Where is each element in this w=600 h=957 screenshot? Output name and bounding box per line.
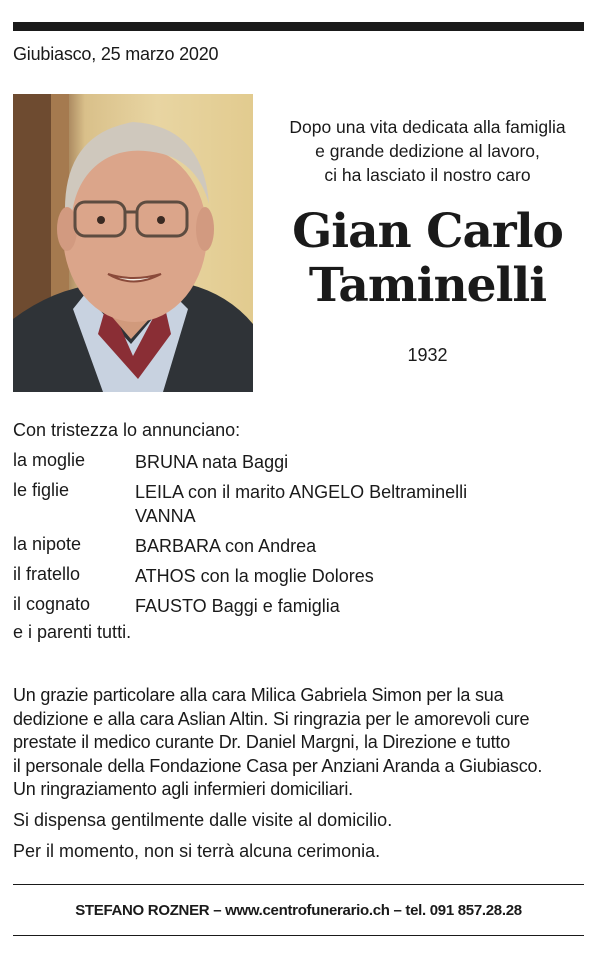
birth-year: 1932 [407,345,448,365]
family-name: BRUNA nata Baggi [135,452,289,472]
thanks-line: Un grazie particolare alla cara Milica Gabriela Simon per la sua [13,685,504,705]
family-row [13,594,593,624]
family-row [13,450,593,480]
intro-text [270,115,585,187]
family-names [135,534,316,558]
thanks-line: dedizione e alla cara Aslian Altin. Si ringrazia per le amorevoli cure [13,708,530,729]
family-list [13,450,593,624]
family-row [13,480,593,534]
family-name: LEILA con il marito ANGELO Beltraminelli [135,482,468,502]
intro-line: e grande dedizione al lavoro, [315,141,540,161]
portrait-photo [13,94,253,392]
footer-bottom-rule [13,935,584,936]
family-role: la nipote [13,534,82,554]
ceremony-note: Per il momento, non si terrà alcuna cerimonia. [13,841,381,861]
deceased-name [270,205,585,313]
announcement: Con tristezza lo annunciano: [13,420,241,440]
family-role: le figlie [13,480,70,500]
family-name: ATHOS con la moglie Dolores [135,566,374,586]
deceased-first-name: Gian Carlo [292,204,563,259]
family-role: la moglie [13,450,86,470]
family-closing: e i parenti tutti. [13,622,132,642]
portrait-illustration [13,94,253,392]
visits-note: Si dispensa gentilmente dalle visite al domicilio. [13,810,393,830]
thanks-line: Un ringraziamento agli infermieri domiciliari. [13,779,353,799]
family-row [13,534,593,564]
family-name: VANNA [135,506,196,526]
family-role: il cognato [13,594,91,614]
intro-line: Dopo una vita dedicata alla famiglia [289,117,566,137]
place-date: Giubiasco, 25 marzo 2020 [13,44,219,64]
thanks-line: prestate il medico curante Dr. Daniel Margni, la Direzione e tutto [13,732,511,752]
family-row [13,564,593,594]
family-names [135,594,340,618]
top-rule [13,22,584,31]
family-name: BARBARA con Andrea [135,536,317,556]
footer-top-rule [13,884,584,885]
funeral-home-footer: STEFANO ROZNER – www.centrofunerario.ch – tel. 091 857.28.28 [75,902,522,919]
intro-line: ci ha lasciato il nostro caro [324,165,531,185]
thanks-paragraph [13,684,593,802]
family-names [135,480,467,528]
family-names [135,450,288,474]
family-names [135,564,374,588]
family-name: FAUSTO Baggi e famiglia [135,596,340,616]
thanks-line: il personale della Fondazione Casa per Anziani Aranda a Giubiasco. [13,755,543,776]
deceased-last-name: Taminelli [308,258,547,313]
family-role: il fratello [13,564,81,584]
